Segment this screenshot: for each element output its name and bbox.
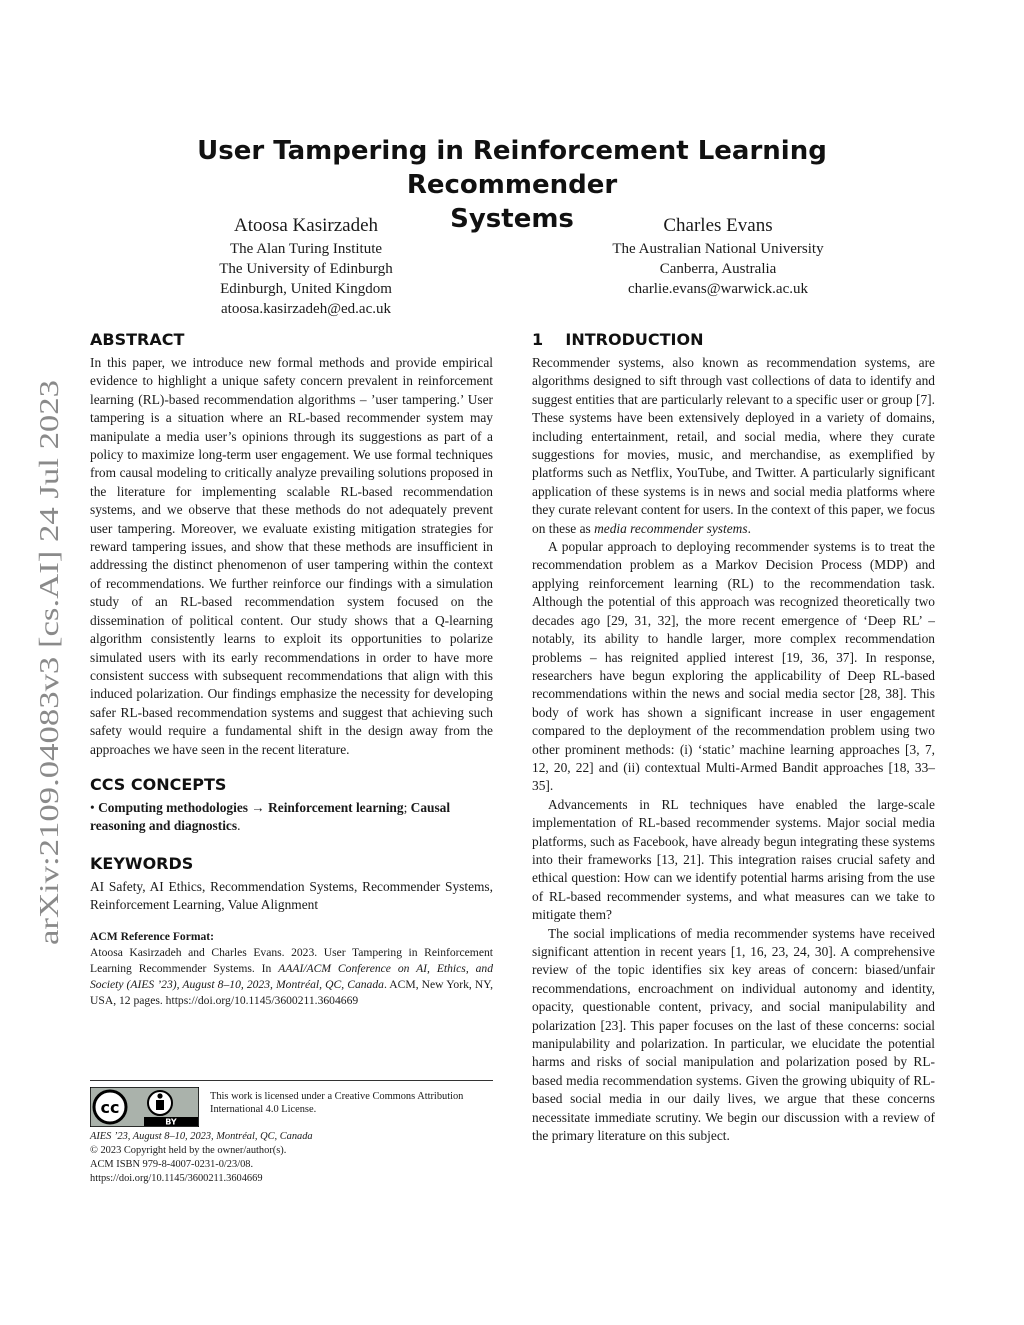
intro-paragraph-1 xyxy=(532,354,935,538)
copyright-footnote xyxy=(90,1130,493,1186)
author-affiliation: The University of Edinburgh xyxy=(219,261,393,277)
abstract-heading: ABSTRACT xyxy=(90,330,185,349)
acm-reference-text-a: Atoosa Kasirzadeh and Charles Evans. 2023. User Tampering in Reinforcement Learning Recommender Systems. In xyxy=(90,945,493,975)
intro-heading: 1 INTRODUCTION xyxy=(532,330,704,349)
arxiv-id: arXiv:2109.04083v3 [cs.AI] 24 Jul 2023 xyxy=(34,505,64,945)
footnote-venue: AIES ’23, August 8–10, 2023, Montréal, QC, Canada xyxy=(90,1131,313,1142)
author-affiliation: The Alan Turing Institute xyxy=(229,241,383,257)
author-email[interactable]: charlie.evans@warwick.ac.uk xyxy=(628,281,808,297)
keywords-heading: KEYWORDS xyxy=(90,853,194,873)
ccs-concepts xyxy=(90,799,493,836)
arxiv-stamp xyxy=(28,375,68,945)
ccs-separator: ; xyxy=(403,799,411,815)
author-name: Atoosa Kasirzadeh xyxy=(233,215,379,236)
footnote-copyright: © 2023 Copyright held by the owner/author(s). xyxy=(90,1145,287,1156)
left-column xyxy=(90,330,493,1009)
intro-paragraph-3: Advancements in RL techniques have enabled the large-scale implementation of RL-based recommender systems. Major social media platforms, such as Facebook, have already begun integrating these systems into their frameworks [13, 21]. This integration raises crucial safety and ethical question: How can we identify potential harms arising from the use of RL-based recommender systems, and what measures can we take to mitigate them? xyxy=(532,796,935,923)
license-box xyxy=(90,1080,493,1127)
author-affiliation: The Australian National University xyxy=(612,241,824,257)
intro-p1-text: Recommender systems, also known as recommendation systems, are algorithms designed to sift through vast collections of data to identify and suggest entities that are particularly relevant to a specific user or group [7]. These systems have been extensively deployed in a variety of domains, including entertainment, retail, and social media, where they curate suggestions for movies, music, and merchandise, as exemplified by platforms such as Netflix, YouTube, and Twitter. A particularly significant application of these systems is in news and social media platforms where they curate relevant content for users. In the context of this paper, we focus on these as xyxy=(532,355,935,536)
author-block-2 xyxy=(578,214,858,299)
ccs-bullet: • xyxy=(90,799,95,815)
ccs-part-3: Causal reasoning and diagnostics xyxy=(90,799,451,834)
acm-reference-text-c: . ACM, New York, NY, USA, 12 pages. https://doi.org/10.1145/3600211.3604669 xyxy=(90,977,493,1007)
footnote-doi[interactable]: https://doi.org/10.1145/3600211.3604669 xyxy=(90,1173,263,1184)
intro-p1-emphasis: media recommender systems xyxy=(594,520,748,536)
acm-reference xyxy=(90,929,493,1009)
title-line-2: Systems xyxy=(450,204,574,234)
right-column xyxy=(532,330,935,1145)
author-block-1 xyxy=(176,214,436,319)
ccs-part-1: Computing methodologies xyxy=(98,799,248,815)
by-mark: BY xyxy=(165,1117,177,1127)
abstract-text: In this paper, we introduce new formal methods and provide empirical evidence to highlight a unique safety concern prevalent in reinforcement learning (RL)-based recommendation algorithms – ’user tampering.’ User tampering is a situation where an RL-based recommender system may manipulate a media user’s opinions through its suggestions as part of a policy to maximize long-term user engagement. We use formal techniques from causal modeling to critically analyze prevailing solutions proposed in the literature for implementing scalable RL-based recommendation systems, and we observe that these methods do not adequately prevent user tampering. Moreover, we evaluate existing mitigation strategies for reward tampering issues, and show that these methods are insufficient in addressing the distinct phenomenon of user tampering within the context of recommendations. We further reinforce our findings with a simulation study of an RL-based recommendation system focused on the dissemination of political content. Our study shows that a Q-learning algorithm consistently learns to exploit its opportunities to polarize simulated users with its early recommendations in order to have more consistent success with subsequent recommendations that align with this induced polarization. Our findings emphasize the necessity for developing safer RL-based recommendation systems and suggest that achieving such safety would require a fundamental shift in the design away from the approaches we have seen in the recent literature. xyxy=(90,355,493,757)
intro-paragraph-2: A popular approach to deploying recommender systems is to treat the recommendation problem as a Markov Decision Process (MDP) and applying reinforcement learning (RL) to the recommendation task. Although the potential of this approach was recognized theoretically two decades ago [29, 31, 32], the more recent emergence of ‘Deep RL’ – notably, its ability to handle larger, more complex recommendation problems – has reignited applied interest [19, 36, 37]. In response, researchers have begun exploring the applicability of Deep RL-based recommendations within the news and social media sector [28, 38]. This body of work has shown a significant increase in user engagement compared to the deployment of the recommendation problem using two other prominent methods: (i) ‘static’ machine learning approaches [3, 7, 12, 20, 22] and (ii) contextual Multi-Armed Bandit approaches [18, 33–35]. xyxy=(532,539,935,794)
author-name: Charles Evans xyxy=(663,215,773,236)
title-line-1: User Tampering in Reinforcement Learning Recommender xyxy=(197,136,827,200)
footnote-isbn: ACM ISBN 979-8-4007-0231-0/23/08. xyxy=(90,1159,254,1170)
acm-reference-venue: AAAI/ACM Conference on AI, Ethics, and Society (AIES ’23), August 8–10, 2023, Montréal, QC, Canada xyxy=(90,961,493,991)
author-location: Canberra, Australia xyxy=(659,261,777,277)
ccs-end: . xyxy=(237,818,241,834)
acm-reference-heading: ACM Reference Format: xyxy=(90,929,215,943)
ccs-part-2: Reinforcement learning xyxy=(268,799,404,815)
intro-p1-end: . xyxy=(747,520,751,536)
ccs-arrow: → xyxy=(247,799,269,815)
keywords-text: AI Safety, AI Ethics, Recommendation Systems, Recommender Systems, Reinforcement Learning, Value Alignment xyxy=(90,878,493,913)
intro-paragraph-4: The social implications of media recommender systems have received significant attention in recent years [1, 16, 23, 24, 30]. A comprehensive review of the topic identifies six key areas of concern: biased/unfair recommendations, encroachment on individual autonomy and identity, opacity, questionable content, privacy, and social manipulability and polarization [23]. This paper focuses on the last of these concerns: social manipulability and polarization. In particular, we elucidate the potential harms and risks of social manipulation and polarization posed by RL-based media recommendation systems. Given the growing ubiquity of RL-based social media in our daily lives, we argue that these concerns necessitate immediate scrutiny. We begin our discussion with a review of the primary literature on this subject. xyxy=(532,925,935,1144)
license-text: This work is licensed under a Creative Commons Attribution International 4.0 License. xyxy=(210,1091,464,1116)
author-email[interactable]: atoosa.kasirzadeh@ed.ac.uk xyxy=(221,301,391,317)
author-location: Edinburgh, United Kingdom xyxy=(220,281,392,297)
creative-commons-by-icon xyxy=(90,1087,199,1127)
ccs-heading: CCS CONCEPTS xyxy=(90,774,227,794)
cc-mark: cc xyxy=(100,1098,120,1117)
